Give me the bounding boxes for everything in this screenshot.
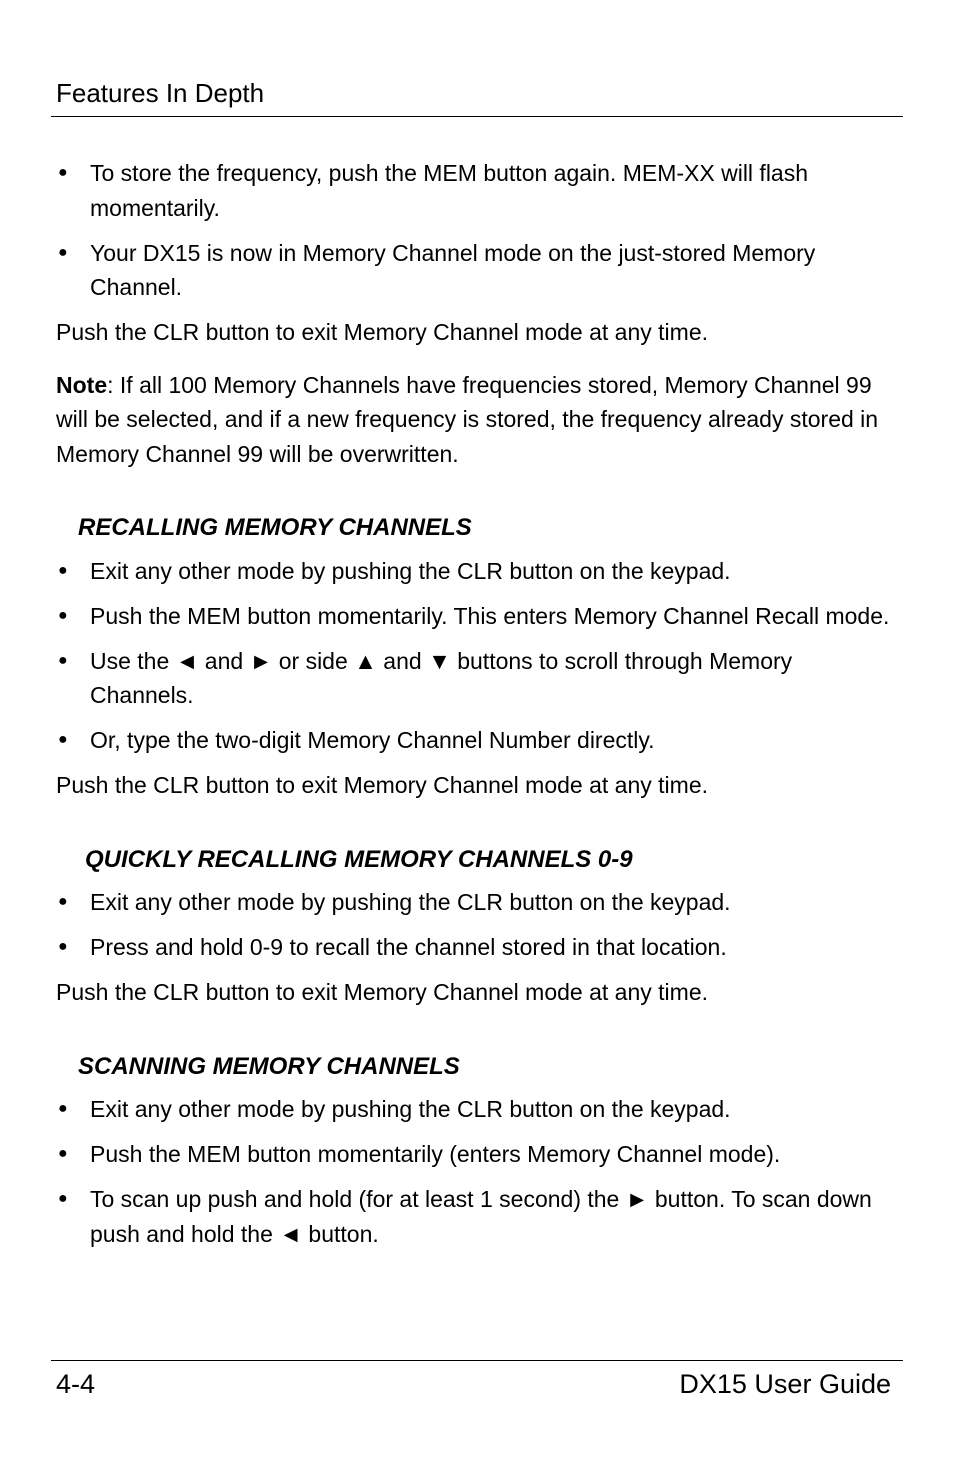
recalling-bullet-list — [56, 554, 901, 758]
bullet-dot-icon: ● — [58, 561, 68, 579]
bullet-dot-icon: ● — [58, 606, 68, 624]
bullet-dot-icon: ● — [58, 243, 68, 261]
quick-bullet-list — [56, 885, 901, 965]
header-rule — [51, 116, 903, 117]
list-item — [56, 885, 901, 920]
list-item-text: Exit any other mode by pushing the CLR button on the keypad. — [90, 557, 731, 584]
list-item — [56, 236, 901, 305]
list-item — [56, 1182, 901, 1251]
list-item — [56, 1092, 901, 1127]
running-header: Features In Depth — [56, 78, 265, 108]
bullet-dot-icon: ● — [58, 1190, 68, 1207]
list-item-text: Use the ◄ and ► or side ▲ and ▼ buttons to scroll through Memory Channels. — [90, 647, 793, 708]
page-number: 4-4 — [56, 1369, 96, 1399]
bullet-dot-icon: ● — [58, 938, 68, 955]
note-paragraph — [56, 368, 901, 472]
bullet-dot-icon: ● — [58, 731, 68, 748]
list-item-text: Push the MEM button momentarily. This enters Memory Channel Recall mode. — [90, 602, 890, 629]
footer-rule — [51, 1360, 903, 1361]
bullet-dot-icon: ● — [58, 651, 68, 669]
section-heading-scanning: SCANNING MEMORY CHANNELS — [78, 1052, 460, 1080]
list-item — [56, 554, 901, 589]
exit-instruction: Push the CLR button to exit Memory Channel mode at any time. — [56, 319, 708, 345]
section-heading-recalling: RECALLING MEMORY CHANNELS — [78, 514, 472, 541]
section-heading-quick-recall: QUICKLY RECALLING MEMORY CHANNELS 0-9 — [85, 845, 633, 873]
footer-book-title: DX15 User Guide — [679, 1369, 891, 1399]
intro-bullet-list — [56, 156, 901, 305]
list-item — [56, 156, 901, 225]
list-item-text: Press and hold 0-9 to recall the channel stored in that location. — [90, 934, 727, 960]
list-item — [56, 644, 901, 713]
exit-instruction: Push the CLR button to exit Memory Channel mode at any time. — [56, 979, 708, 1005]
page-body — [56, 156, 901, 1262]
scanning-bullet-list — [56, 1092, 901, 1251]
list-item — [56, 930, 901, 965]
list-item-text: Or, type the two-digit Memory Channel Number directly. — [90, 727, 655, 753]
bullet-dot-icon: ● — [58, 893, 68, 910]
list-item-text: To store the frequency, push the MEM button again. MEM-XX will flash momentarily. — [90, 160, 809, 221]
list-item-text: Exit any other mode by pushing the CLR button on the keypad. — [90, 889, 731, 915]
list-item-text: Push the MEM button momentarily (enters Memory Channel mode). — [90, 1141, 781, 1167]
list-item — [56, 1137, 901, 1172]
note-text: : If all 100 Memory Channels have frequencies stored, Memory Channel 99 will be selected, and if a new frequency is stored, the frequency already stored in Memory Channel 99 will be overwritten. — [56, 371, 879, 467]
list-item-text: Your DX15 is now in Memory Channel mode on the just-stored Memory Channel. — [90, 239, 816, 300]
list-item — [56, 723, 901, 758]
exit-instruction: Push the CLR button to exit Memory Channel mode at any time. — [56, 772, 708, 798]
bullet-dot-icon: ● — [58, 1145, 68, 1162]
list-item — [56, 599, 901, 634]
bullet-dot-icon: ● — [58, 164, 68, 181]
list-item-text: Exit any other mode by pushing the CLR button on the keypad. — [90, 1096, 731, 1122]
list-item-text: To scan up push and hold (for at least 1 second) the ► button. To scan down push and hold the ◄ button. — [90, 1186, 872, 1247]
bullet-dot-icon: ● — [58, 1100, 68, 1117]
note-label: Note — [56, 371, 108, 398]
